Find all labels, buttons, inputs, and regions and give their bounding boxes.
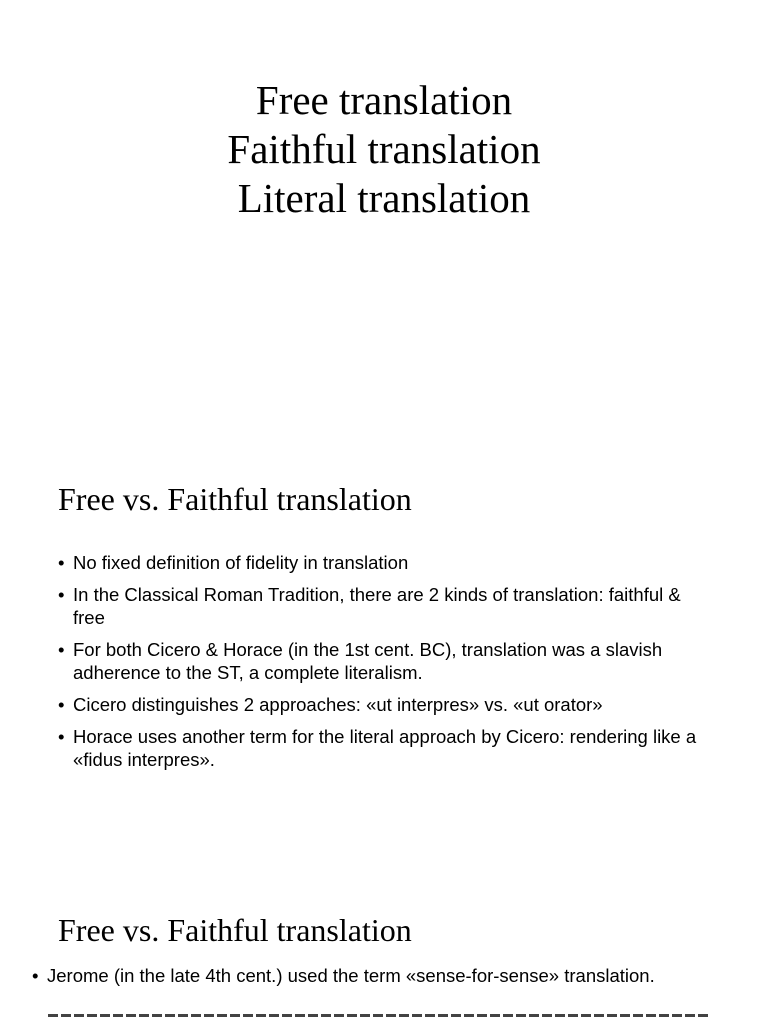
bullet-list (58, 551, 698, 780)
slide-title-text (0, 76, 768, 223)
slide-heading: Free vs. Faithful translation (58, 481, 412, 517)
bullet-item (58, 583, 698, 629)
title-line-free: Free translation (255, 77, 513, 123)
slide-free-vs-faithful-1 (0, 432, 768, 864)
bullet-text: Horace uses another term for the literal approach by Cicero: rendering like a «fidus interpres». (73, 726, 697, 770)
bullet-text: Jerome (in the late 4th cent.) used the term «sense-for-sense» translation. (47, 965, 655, 986)
bullet-text: For both Cicero & Horace (in the 1st cent. BC), translation was a slavish adherence to the ST, a complete literalism. (73, 639, 663, 683)
slide-title (0, 0, 768, 432)
bullet-text: In the Classical Roman Tradition, there are 2 kinds of translation: faithful & free (73, 584, 681, 628)
bullet-item (58, 725, 698, 771)
bullet-item (58, 693, 698, 716)
cut-off-text-line (48, 1014, 708, 1018)
bullet-item (58, 551, 698, 574)
bullet-text: No fixed definition of fidelity in translation (73, 552, 409, 573)
title-line-literal: Literal translation (237, 175, 531, 221)
bullet-item (58, 638, 698, 684)
slide-heading: Free vs. Faithful translation (58, 912, 412, 948)
bullet-list (32, 964, 752, 996)
bullet-item (32, 964, 752, 987)
slide-free-vs-faithful-2 (0, 864, 768, 1024)
bullet-text: Cicero distinguishes 2 approaches: «ut interpres» vs. «ut orator» (73, 694, 603, 715)
title-line-faithful: Faithful translation (227, 126, 541, 172)
